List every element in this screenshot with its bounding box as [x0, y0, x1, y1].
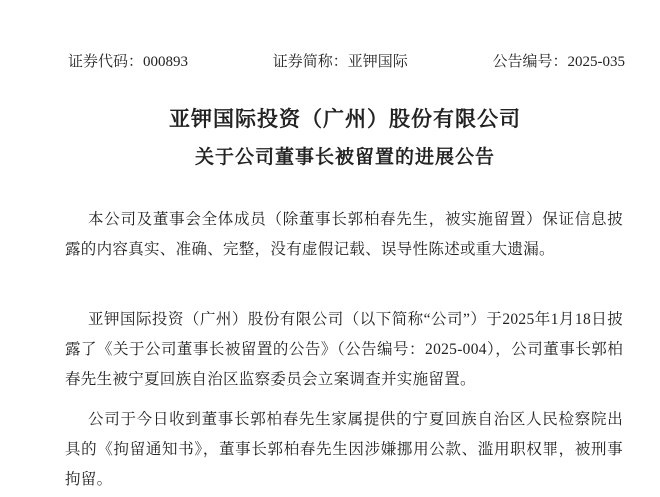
- detention-notice-paragraph: 公司于今日收到董事长郭柏春先生家属提供的宁夏回族自治区人民检察院出具的《拘留通知书》，董事长郭柏春先生因涉嫌挪用公款、滥用职权罪，被刑事拘留。: [65, 411, 623, 488]
- company-name-title: 亚钾国际投资（广州）股份有限公司: [169, 107, 521, 131]
- document-header-row: [68, 52, 625, 72]
- stock-short-name: 证券简称：亚钾国际: [272, 54, 408, 70]
- document-body: [65, 205, 623, 495]
- announcement-number: 公告编号：2025-035: [492, 54, 625, 70]
- disclosure-statement: 本公司及董事会全体成员（除董事长郭柏春先生，被实施留置）保证信息披露的内容真实、准确、完整，没有虚假记载、误导性陈述或重大遗漏。: [65, 211, 623, 258]
- prior-announcement-paragraph: 亚钾国际投资（广州）股份有限公司（以下简称“公司”）于2025年1月18日披露了《关于公司董事长被留置的公告》（公告编号：2025-004），公司董事长郭柏春先生被宁夏回族自治区监察委员会立案调查并实施留置。: [65, 311, 623, 388]
- announcement-title: 关于公司董事长被留置的进展公告: [194, 147, 495, 168]
- stock-code: 证券代码：000893: [68, 54, 189, 70]
